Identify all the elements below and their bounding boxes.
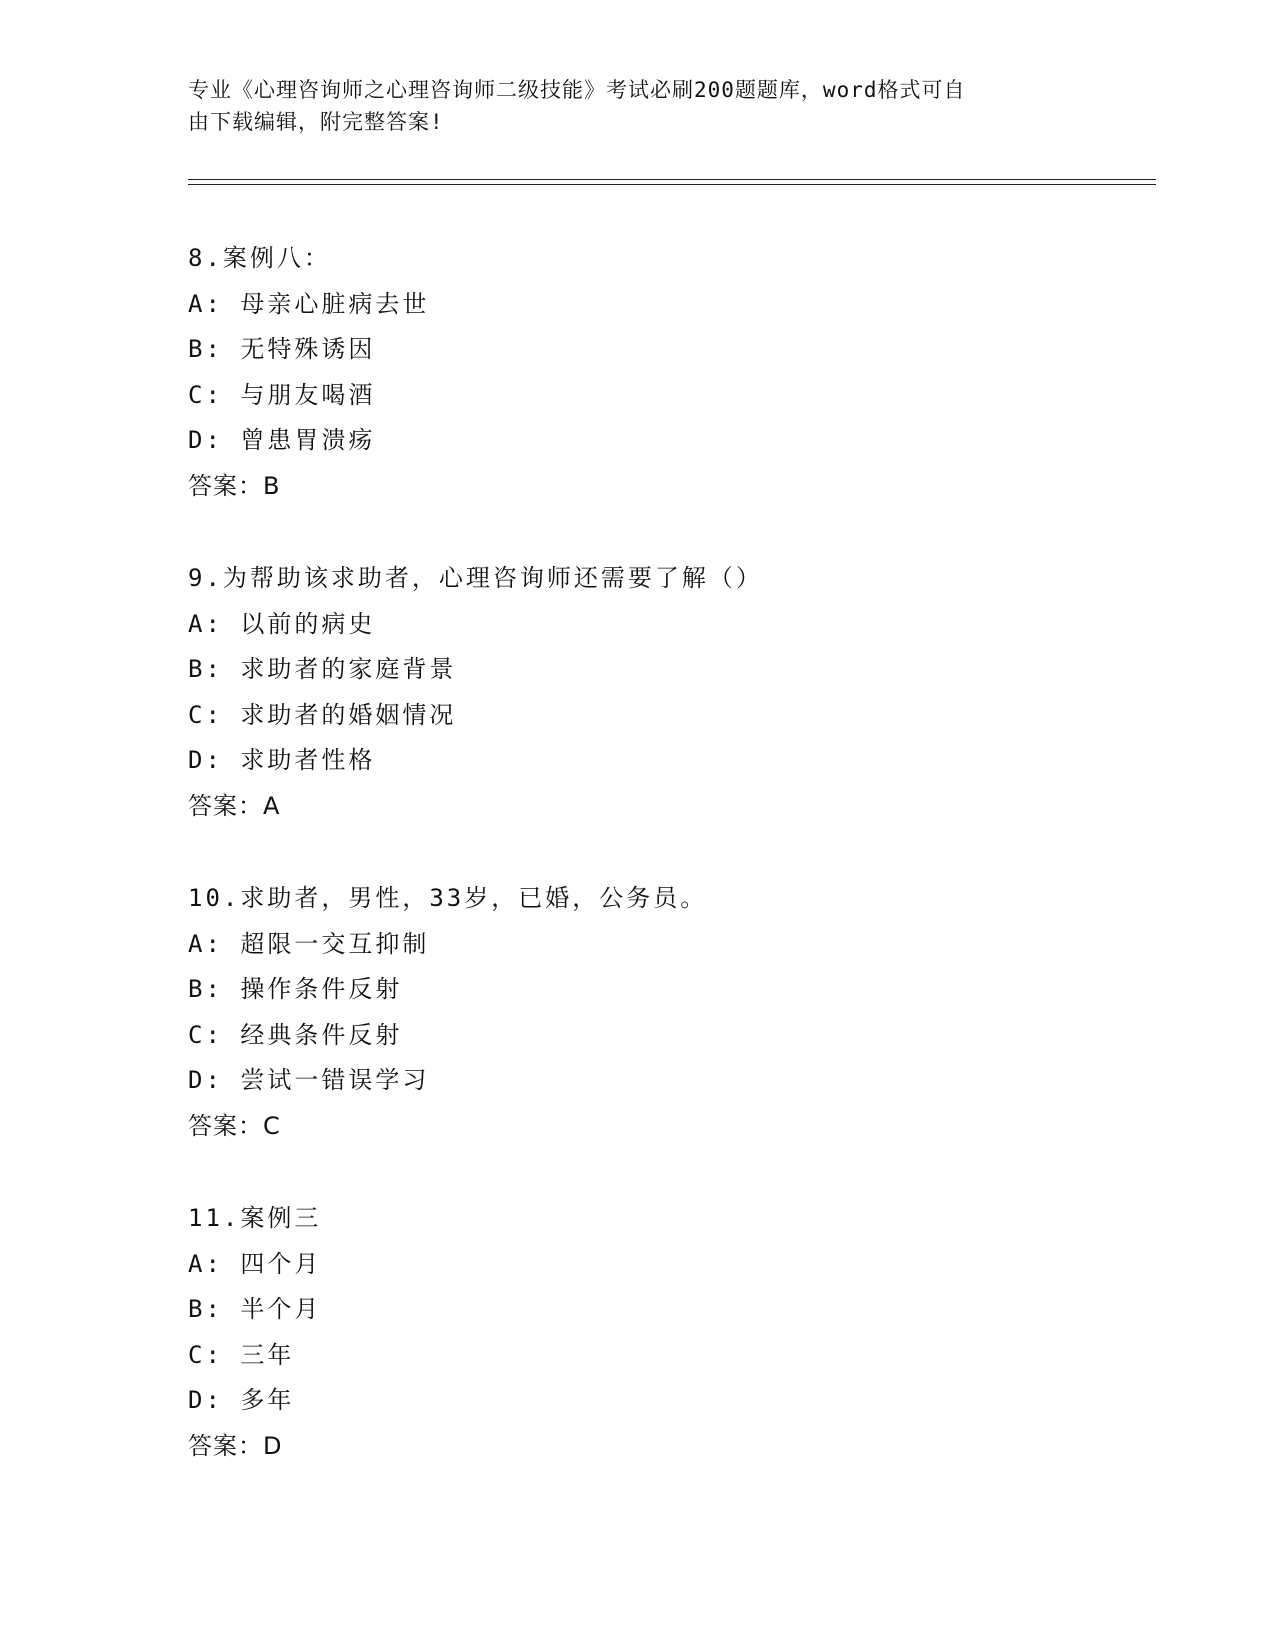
option-a: A: 以前的病史: [188, 609, 376, 638]
option-d: D: 求助者性格: [188, 746, 376, 774]
option-b: B: 无特殊诱因: [188, 335, 376, 363]
option-a: A: 四个月: [188, 1249, 322, 1278]
header-line-1: 专业《心理咨询师之心理咨询师二级技能》考试必刷200题题库，word格式可自: [188, 78, 966, 102]
option-a: A: 母亲心脏病去世: [188, 289, 430, 318]
question-stem: 10.求助者，男性，33岁，已婚，公务员。: [188, 884, 708, 912]
question-stem: 11.案例三: [188, 1204, 322, 1232]
question-11: [188, 1196, 1148, 1469]
option-d: D: 多年: [188, 1386, 295, 1414]
answer-line: 答案：B: [188, 471, 281, 500]
header-rule-top: [188, 179, 1156, 180]
question-8: [188, 236, 1148, 509]
question-9: [188, 556, 1148, 829]
question-stem: 9.为帮助该求助者，心理咨询师还需要了解（）: [188, 564, 763, 592]
document-header: [188, 74, 1068, 138]
option-d: D: 尝试一错误学习: [188, 1066, 430, 1094]
answer-line: 答案：A: [188, 791, 281, 820]
option-b: B: 求助者的家庭背景: [188, 655, 457, 683]
question-stem: 8.案例八：: [188, 244, 331, 272]
option-a: A: 超限一交互抑制: [188, 929, 430, 958]
option-c: C: 与朋友喝酒: [188, 380, 376, 409]
option-c: C: 求助者的婚姻情况: [188, 700, 457, 729]
option-b: B: 操作条件反射: [188, 975, 403, 1003]
header-rule-bottom: [188, 184, 1156, 185]
option-c: C: 三年: [188, 1340, 295, 1369]
option-b: B: 半个月: [188, 1295, 322, 1323]
answer-line: 答案：D: [188, 1431, 283, 1460]
question-10: [188, 876, 1148, 1149]
header-line-2: 由下载编辑，附完整答案!: [188, 110, 444, 134]
answer-line: 答案：C: [188, 1111, 281, 1140]
option-c: C: 经典条件反射: [188, 1020, 403, 1049]
option-d: D: 曾患胃溃疡: [188, 426, 376, 454]
